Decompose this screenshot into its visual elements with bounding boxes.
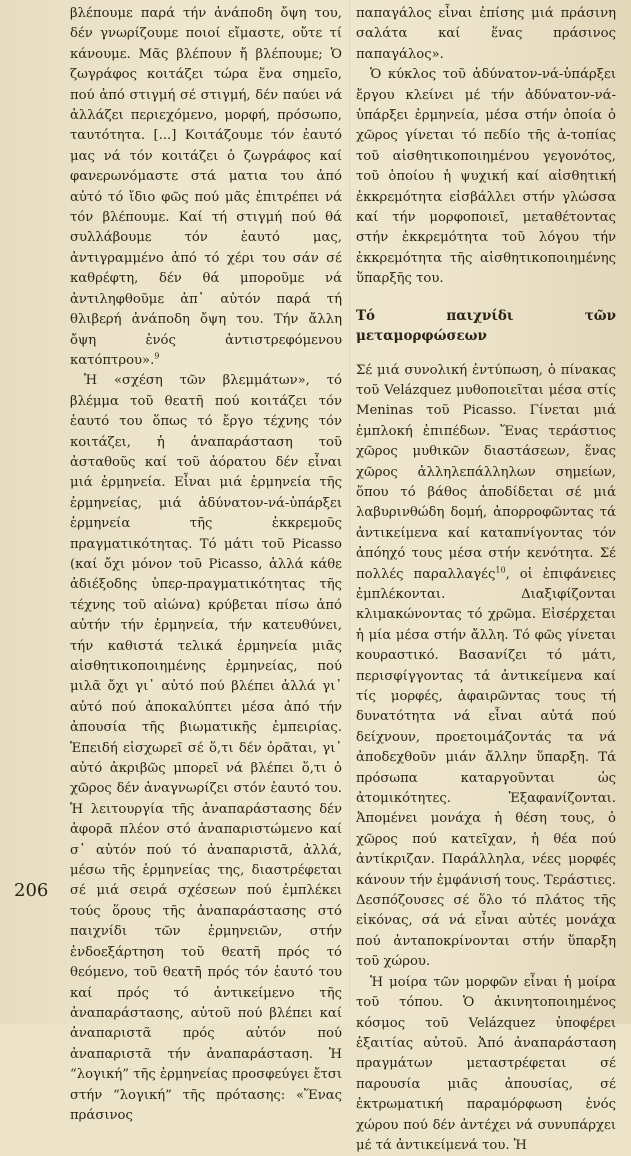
footnote-ref: 10 <box>495 565 506 575</box>
paragraph: Ὁ κύκλος τοῦ ἀδύνατον-νά-ὑπάρξει ἔργου κλείνει μέ τήν ἀδύνατον-νά-ὑπάρξει ἑρμηνεία, μέσα στήν ὁποία ὁ χῶρος γίνεται τό πεδίο τῆς ἀ-τοπίας τοῦ αἰσθητικοποιημένου γεγονότος, τοῦ ὁποίου ἡ ψυχική καί αἰσθητική ἐκκρεμότητα εἰσβάλλει στήν γλώσσα καί τήν μορφοποιεῖ, μεταθέτοντας στήν ἐκκρεμότητα τοῦ λόγου τήν ἐκκρεμότητα τῆς αἰσθητικοποιημένης ὕπαρξῆς του. <box>356 67 616 287</box>
footnote-ref: 9 <box>154 351 160 361</box>
gutter-shadow <box>349 0 350 1010</box>
paragraph: Σέ μιά συνολική ἐντύπωση, ὁ πίνακας τοῦ Velázquez μυθοποιεῖται μέσα στίς Meninas τοῦ Picasso. Γίνεται μιά ἐμπλοκή ἐπιπέδων. Ἕνας τεράστιος χῶρος μυθικῶν διαστάσεων, ἕνας χῶρος ἀλληλεπάλληλων σημείων, ὅπου τό βάθος ἀποδίδεται σέ μιά λαβυρινθώδη δομή, ἀπορροφῶντας τά ἀντικείμενα καί καταπνίγοντας τόν ἀπόηχό τους μέσα στήν κενότητα. Σέ πολλές παραλλαγές$^{10}$, οἱ ἐπιφάνειες ἐμπλέκονται. Διαξιφίζονται κλιμακώνοντας τό χρῶμα. Εἰσέρχεται ἡ μία μέσα στήν ἄλλη. Τό φῶς γίνεται κουραστικό. Βασανίζει τό μάτι, περισφίγγοντας τά ἀντικείμενα καί τίς μορφές, ἀφαιρῶντας τους τή δυνατότητα νά εἶναι αὐτά πού δείχνουν, προετοιμάζοντάς τα νά ἀποδεχθοῦν μιάν ἄλλην ὕπαρξη. Τά πρόσωπα καταργοῦνται ὡς ἀτομικότητες. Ἐξαφανίζονται. Ἀπομένει μονάχα ἡ θέση τους, ὁ χῶρος πού κατεῖχαν, ἡ θέα πού ἀντίκριζαν. Παράλληλα, νέες μορφές κάνουν τήν ἐμφάνισή τους. Τεράστιες. Δεσπόζουσες σέ ὅλο τό πλάτος τῆς εἰκόνας, σά νά εἶναι αὐτές μονάχα πού ἀνταποκρίνονται στήν ὕπαρξη τοῦ χώρου. <box>356 362 616 970</box>
paragraph: παπαγάλος εἶναι ἐπίσης μιά πράσινη σαλάτα καί ἕνας πράσινος παπαγάλος». <box>356 6 616 62</box>
right-column <box>356 4 616 1156</box>
section-heading: Τό παιχνίδι τῶν μεταμορφώσεων <box>356 307 616 345</box>
paragraph: Ἡ μοίρα τῶν μορφῶν εἶναι ἡ μοίρα τοῦ τόπου. Ὁ ἀκινητοποιημένος κόσμος τοῦ Velázquez ὑποφέρει ἐξαιτίας αὐτοῦ. Ἀπό ἀναπαράσταση πραγμάτων μεταστρέφεται σέ παρουσία μιᾶς ἀπουσίας, σέ ἐκτρωματική παραμόρφωση ἑνός χώρου πού δέν ἀντέχει νά συνυπάρχει μέ τά ἀντικείμενά του. Ἡ <box>356 974 616 1153</box>
paragraph: βλέπουμε παρά τήν ἀνάποδη ὄψη του, δέν γνωρίζουμε ποιοί εἴμαστε, οὔτε τί κάνουμε. Μᾶς βλέπουν ἤ βλέπουμε; Ὁ ζωγράφος κοιτάζει τώρα ἕνα σημεῖο, πού ἀπό στιγμή σέ στιγμή, δέν παύει νά ἀλλάζει περιεχόμενο, μορφή, πρόσωπο, ταυτότητα. [...] Κοιτάζουμε τόν ἑαυτό μας νά τόν κοιτάζει ὁ ζωγράφος καί φανερωνόμαστε στά ματια του ἀπό αὐτό τό ἴδιο φῶς πού μᾶς ἐπιτρέπει νά τόν βλέπουμε. Καί τή στιγμή πού θά συλλάβουμε τόν ἑαυτό μας, ἀντιγραμμένο ἀπό τό χέρι του σάν σέ καθρέφτη, δέν θά μποροῦμε νά ἀντιληφθοῦμε ἀπ᾽ αὐτόν παρά τή θλιβερή ἀνάποδη ὄψη του. Τήν ἄλλη ὄψη ἑνός ἀντιστρεφόμενου κατόπτρου».$^9$ <box>70 6 342 368</box>
page-number: 206 <box>14 880 49 901</box>
left-column <box>70 4 342 1126</box>
paragraph: Ἡ «σχέση τῶν βλεμμάτων», τό βλέμμα τοῦ θεατῆ πού κοιτάζει τόν ἑαυτό του ὅπως τό ἔργο τέχνης τόν κοιτάζει, ἡ ἀναπαράσταση τοῦ ἀσταθοῦς καί τοῦ ἀόρατου δέν εἶναι μιά ἑρμηνεία. Εἶναι μιά ἑρμηνεία τῆς ἑρμηνείας, μιά ἀδύνατον-νά-ὑπάρξει ἑρμηνεία τῆς ἐκκρεμοῦς πραγματικότητας. Τό μάτι τοῦ Picasso (καί ὄχι μόνον τοῦ Picasso, ἀλλά κάθε ἀδιέξοδης ὑπερ-πραγματικότητας τῆς τέχνης τοῦ αἰώνα) κρύβεται πίσω ἀπό αὐτήν τήν ἑρμηνεία, τήν κατευθύνει, τήν καθιστά τελικά ἑρμηνεία μιᾶς αἰσθητικοποιημένης ἑρμηνείας, πού μιλᾶ ὄχι γι᾽ αὐτό πού βλέπει ἀλλά γι᾽ αὐτό πού ἀποκαλύπτει μέσα ἀπό τήν ἀπουσία τῆς βιωματικῆς ἐμπειρίας. Ἐπειδή εἰσχωρεῖ σέ ὅ,τι δέν ὁρᾶται, γι᾽ αὐτό ἀκριβῶς μπορεῖ νά βλέπει ὅ,τι ὁ χῶρος δέν ἀναγνωρίζει στόν ἑαυτό του. Ἡ λειτουργία τῆς ἀναπαράστασης δέν ἀφορᾶ πλέον στό ἀναπαριστώμενο καί σ᾽ αὐτόν πού τό ἀναπαριστᾶ, ἀλλά, μέσω τῆς ἑρμηνείας της, διαστρέφεται σέ μιά σειρά σχέσεων πού ἐμπλέκει τούς ὅρους τῆς ἀναπαράστασης στό παιχνίδι τῶν ἑρμηνειῶν, στήν ἐνδοεξάρτηση τοῦ θεατῆ πρός τό θεόμενο, τοῦ θεατῆ πρός τόν ἑαυτό του καί πρός τό ἀντικείμενο τῆς ἀναπαράστασης, αὐτοῦ πού βλέπει καί ἀναπαριστᾶ πρός αὐτόν πού ἀναπαριστᾶ τήν ἀναπαράσταση. Ἡ “λογική” τῆς ἑρμηνείας προσφεύγει ἔτσι στήν “λογική” τῆς πρότασης: «Ἕνας πράσινος <box>70 373 342 1123</box>
